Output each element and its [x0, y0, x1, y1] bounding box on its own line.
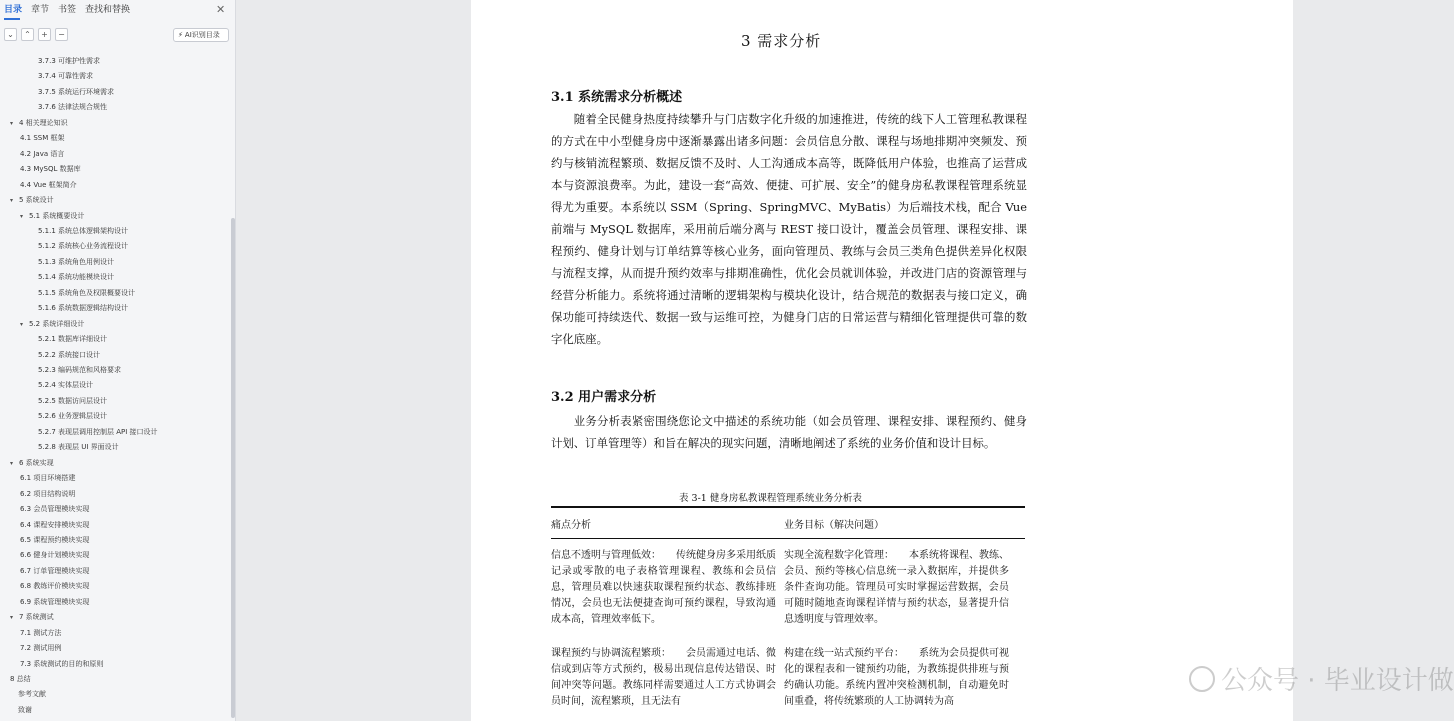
toc-item-label: 5.1.1 系统总体逻辑架构设计	[38, 226, 129, 235]
toc-item[interactable]	[38, 255, 114, 269]
toc-item-label: 5.1.3 系统角色用例设计	[38, 257, 115, 266]
table-cell: 实现全流程数字化管理： 本系统将课程、教练、会员、预约等核心信息统一录入数据库，并提供多条件查询功能。管理员可实时掌握运营数据，会员可随时随地查询课程详情与预约状态，显著提升信息透明度与管理效率。	[784, 550, 1009, 625]
toc-item-label: 5.1.5 系统角色及权限概要设计	[38, 288, 136, 297]
toc-item[interactable]	[20, 487, 75, 501]
plus-icon[interactable]: +	[38, 28, 51, 41]
toc-item[interactable]	[20, 147, 64, 161]
navigation-pane	[0, 0, 236, 721]
toc-item[interactable]	[38, 224, 128, 238]
tab-bookmarks[interactable]: 书签	[58, 5, 77, 15]
toc-item-label: 5.2.6 业务逻辑层设计	[38, 412, 108, 421]
toc-item[interactable]	[38, 286, 135, 300]
toc-scrollbar[interactable]	[231, 218, 235, 718]
tab-chapters[interactable]: 章节	[31, 5, 50, 15]
toc-item[interactable]	[20, 548, 89, 562]
toc-item-label: 6.1 项目环境搭建	[20, 474, 76, 483]
ai-recognize-toc-button[interactable]	[173, 28, 229, 42]
toc-item-label: 6.5 课程预约模块实现	[20, 535, 90, 544]
section-title: 3.1 系统需求分析概述	[551, 90, 683, 105]
toc-item-label: 参考文献	[18, 690, 46, 699]
toc-item[interactable]	[10, 610, 54, 624]
toc-item-label: 5.2 系统详细设计	[29, 319, 85, 328]
toc-item-label: 3.7.3 可维护性需求	[38, 57, 101, 65]
toc-item-label: 6.8 教练评价模块实现	[20, 582, 90, 591]
toc-item-label: 6.3 会员管理模块实现	[20, 505, 90, 514]
toc-item-label: 6.9 系统管理模块实现	[20, 597, 90, 606]
toc-item-label: 5.1.4 系统功能模块设计	[38, 273, 115, 282]
toc-item-label: 7 系统测试	[19, 613, 54, 622]
toc-item-label: 5.2.3 编码规范和风格要求	[38, 366, 122, 374]
toc-item-label: 4.3 MySQL 数据库	[20, 165, 81, 174]
table-cell: 课程预约与协调流程繁琐： 会员需通过电话、微信或到店等方式预约，极易出现信息传达错误、时间冲突等问题。教练同样需要通过人工方式协调会员时间，流程繁琐，且无法有	[551, 648, 776, 707]
toc-item[interactable]	[38, 378, 93, 392]
table-header-cell: 痛点分析	[551, 520, 591, 531]
document-page	[471, 0, 1454, 721]
document-area	[237, 0, 1454, 721]
table-top-rule	[551, 506, 1025, 508]
toc-item[interactable]	[10, 116, 68, 130]
toc-item[interactable]	[20, 162, 81, 176]
toc-item-label: 5.1 系统概要设计	[29, 211, 85, 220]
chevron-up-icon[interactable]: ⌃	[21, 28, 34, 41]
section-paragraph: 业务分析表紧密围绕您论文中描述的系统功能（如会员管理、课程安排、课程预约、健身计划、订单管理等）和旨在解决的现实问题，清晰地阐述了系统的业务价值和设计目标。	[551, 414, 1027, 450]
expand-toggle-icon[interactable]: ▾	[10, 119, 14, 127]
toc-item[interactable]	[20, 209, 84, 223]
toc-item[interactable]	[10, 456, 54, 470]
toc-item[interactable]	[38, 363, 121, 377]
toc-item-label: 6 系统实现	[19, 458, 54, 467]
toc-item[interactable]	[20, 317, 84, 331]
toc-item[interactable]	[20, 518, 89, 532]
toc-item[interactable]	[18, 703, 32, 717]
toc-item-label: 5.2.1 数据库详细设计	[38, 335, 108, 344]
table-header-rule	[551, 538, 1025, 539]
tab-toc[interactable]: 目录	[4, 5, 23, 15]
toc-item[interactable]	[20, 564, 89, 578]
table-header-cell: 业务目标（解决问题）	[784, 520, 884, 531]
section-title: 3.2 用户需求分析	[551, 390, 657, 405]
ai-button-label: AI识别目录	[184, 31, 220, 39]
toc-item[interactable]	[20, 657, 103, 671]
toc-item-label: 6.6 健身计划模块实现	[20, 551, 90, 560]
expand-toggle-icon[interactable]: ▾	[20, 320, 24, 328]
toc-item[interactable]	[38, 54, 100, 68]
toc-item[interactable]	[38, 425, 158, 439]
toc-item-label: 5.2.4 实体层设计	[38, 381, 94, 390]
toc-item[interactable]	[38, 69, 93, 83]
toc-item[interactable]	[38, 348, 100, 362]
toc-item-label: 4 相关理论知识	[19, 118, 68, 127]
watermark: 公众号 · 毕业设计做	[1221, 666, 1454, 696]
close-icon[interactable]: ✕	[216, 3, 226, 16]
expand-toggle-icon[interactable]: ▾	[10, 614, 14, 622]
watermark-logo-icon	[1189, 666, 1215, 692]
toc-item[interactable]	[20, 533, 89, 547]
toc-item[interactable]	[18, 687, 46, 701]
toc-item-label: 6.2 项目结构说明	[20, 489, 76, 498]
toc-toolbar	[0, 28, 236, 44]
toc-item-label: 8 总结	[10, 675, 31, 683]
toc-item[interactable]	[38, 332, 107, 346]
toc-item-label: 致谢	[18, 705, 32, 714]
toc-item[interactable]	[20, 595, 89, 609]
toc-item-label: 4.4 Vue 框架简介	[20, 180, 77, 189]
tab-find-replace[interactable]: 查找和替换	[85, 5, 131, 15]
table-cell: 构建在线一站式预约平台： 系统为会员提供可视化的课程表和一键预约功能，为教练提供排班与预约确认功能。系统内置冲突检测机制，自动避免时间重叠，将传统繁琐的人工协调转为高	[784, 648, 1009, 707]
toc-item-label: 7.1 测试方法	[20, 628, 62, 637]
table-cell: 信息不透明与管理低效： 传统健身房多采用纸质记录或零散的电子表格管理课程、教练和会员信息，管理员难以快速获取课程预约状态、教练排班情况，会员也无法便捷查询可预约课程，导致沟通成本高，管理效率低下。	[551, 550, 776, 625]
toc-item-label: 7.3 系统测试的目的和原则	[20, 659, 104, 668]
toc-item-label: 5.1.2 系统核心业务流程设计	[38, 242, 129, 251]
toc-item[interactable]	[20, 641, 61, 655]
toc-item-label: 3.7.6 法律法规合规性	[38, 103, 108, 112]
toc-item[interactable]	[20, 178, 77, 192]
expand-toggle-icon[interactable]: ▾	[10, 197, 14, 205]
chapter-title: 3 需求分析	[741, 32, 822, 50]
toc-item-label: 4.2 Java 语言	[20, 149, 65, 158]
expand-toggle-icon[interactable]: ▾	[20, 212, 24, 220]
toc-item[interactable]	[38, 270, 114, 284]
toc-item-label: 5.2.7 表现层调用控制层 API 接口设计	[38, 427, 158, 436]
toc-item[interactable]	[20, 502, 89, 516]
expand-toggle-icon[interactable]: ▾	[10, 459, 14, 467]
toc-item-label: 5.1.6 系统数据逻辑结构设计	[38, 304, 129, 313]
ai-icon: ⚡	[178, 31, 183, 39]
toc-item[interactable]	[10, 193, 54, 207]
toc-item[interactable]	[38, 239, 128, 253]
toc-item-label: 5.2.2 系统接口设计	[38, 350, 101, 359]
toc-item-label: 5 系统设计	[19, 196, 54, 205]
toc-item[interactable]	[38, 440, 119, 454]
toc-item[interactable]	[20, 471, 75, 485]
toc-item[interactable]	[20, 131, 65, 145]
toc-item[interactable]	[38, 85, 114, 99]
toc-item[interactable]	[38, 394, 107, 408]
toc-item[interactable]	[38, 409, 107, 423]
toc-item-label: 3.7.5 系统运行环境需求	[38, 87, 115, 96]
chevron-down-icon[interactable]: ⌄	[4, 28, 17, 41]
table-caption: 表 3-1 健身房私教课程管理系统业务分析表	[679, 493, 862, 504]
toc-item[interactable]	[38, 301, 128, 315]
nav-tabs	[0, 0, 236, 22]
toc-item-label: 5.2.8 表现层 UI 界面设计	[38, 443, 119, 452]
minus-icon[interactable]: −	[55, 28, 68, 41]
toc-item-label: 5.2.5 数据访问层设计	[38, 396, 108, 405]
toc-item[interactable]	[20, 579, 89, 593]
active-tab-indicator	[4, 18, 20, 20]
section-paragraph: 随着全民健身热度持续攀升与门店数字化升级的加速推进，传统的线下人工管理私教课程的方式在中小型健身房中逐渐暴露出诸多问题：会员信息分散、课程与场地排期冲突频发、预约与核销流程繁琐、数据反馈不及时、人工沟通成本高等，既降低用户体验，也推高了运营成本与资源浪费率。为此，建设一套“高效、便捷、可扩展、安全”的健身房私教课程管理系统显得尤为重要。本系统以 SSM（Spring、SpringMVC、MyBatis）为后端技术栈，配合 Vue 前端与 MySQL 数据库，采用前后端分离与 REST 接口设计，覆盖会员管理、课程安排、课程预约、健身计划与订单结算等核心业务，面向管理员、教练与会员三类角色提供差异化权限与流程支撑，从而提升预约效率与排期准确性，优化会员就训体验，并改进门店的资源管理与经营分析能力。系统将通过清晰的逻辑架构与模块化设计，结合规范的数据表与接口定义，确保功能可持续迭代、数据一致与运维可控，为健身门店的日常运营与精细化管理提供可靠的数字化底座。	[551, 112, 1027, 346]
toc-item[interactable]	[20, 626, 61, 640]
toc-item-label: 3.7.4 可靠性需求	[38, 72, 94, 81]
toc-item-label: 4.1 SSM 框架	[20, 134, 65, 143]
toc-item[interactable]	[10, 672, 31, 686]
toc-item[interactable]	[38, 100, 107, 114]
toc-item-label: 6.4 课程安排模块实现	[20, 520, 90, 529]
toc-item-label: 6.7 订单管理模块实现	[20, 566, 90, 575]
toc-item-label: 7.2 测试用例	[20, 644, 62, 653]
